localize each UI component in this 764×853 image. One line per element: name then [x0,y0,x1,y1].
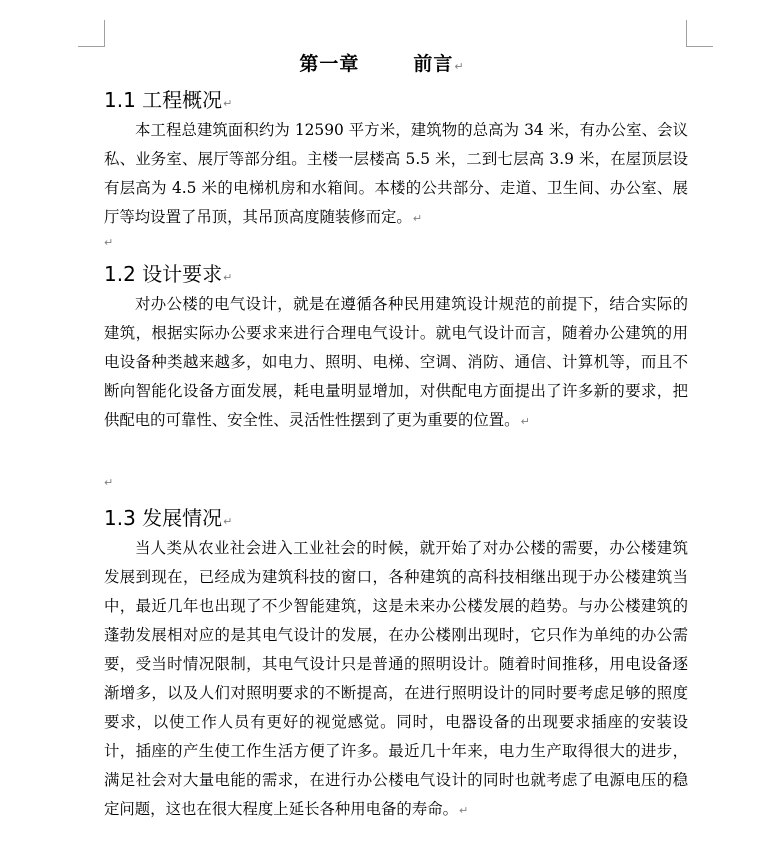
paragraph-text: 当人类从农业社会进入工业社会的时候，就开始了对办公楼的需要，办公楼建筑发展到现在，已经成为建筑科技的窗口，各种建筑的高科技相继出现于办公楼建筑当中，最近几年也出现了不少智能建筑，这是未来办公楼发展的趋势。与办公楼建筑的蓬勃发展相对应的是其电气设计的发展，在办公楼刚出现时，它只作为单纯的办公需要，受当时情况限制，其电气设计只是普通的照明设计。随着时间推移，用电设备逐渐增多，以及人们对照明要求的不断提高，在进行照明设计的同时要考虑足够的照度要求，以使工作人员有更好的视觉感觉。同时，电器设备的出现要求插座的安装设计，插座的产生使工作生活方便了许多。最近几十年来，电力生产取得很大的进步，满足社会对大量电能的需求，在进行办公楼电气设计的同时也就考虑了电源电压的稳定问题，这也在很大程度上延长各种用电备的寿命。 [104,539,688,818]
section-heading-text: 1.3 发展情况 [104,506,223,530]
paragraph-mark-icon: ↵ [223,97,233,110]
paragraph-mark-icon: ↵ [459,804,469,817]
section-heading-1-1 [104,87,232,117]
section-heading-1-3 [104,505,232,535]
section-paragraph-1-3 [104,534,688,825]
chapter-name: 前言 [413,53,454,75]
paragraph-mark-icon: ↵ [412,212,423,225]
section-heading-1-2 [104,261,232,291]
page-corner-mark-top-left [78,20,105,47]
section-paragraph-1-2 [104,290,688,436]
paragraph-mark-icon: ↵ [454,60,465,73]
paragraph-mark-icon: ↵ [223,515,233,528]
empty-paragraph-mark-icon: ↵ [104,476,114,489]
paragraph-text: 对办公楼的电气设计，就是在遵循各种民用建筑设计规范的前提下，结合实际的建筑，根据实际办公要求来进行合理电气设计。就电气设计而言，随着办公建筑的用电设备种类越来越多，如电力、照明、电梯、空调、消防、通信、计算机等，而且不断向智能化设备方面发展，耗电量明显增加，对供配电方面提出了许多新的要求，把供配电的可靠性、安全性、灵活性性摆到了更为重要的位置。 [104,295,688,429]
section-paragraph-1-1 [104,116,688,233]
section-heading-text: 1.2 设计要求 [104,262,223,286]
paragraph-mark-icon: ↵ [520,415,530,428]
chapter-title [0,49,764,76]
page-corner-mark-top-right [686,20,713,47]
empty-paragraph-mark-icon: ↵ [104,236,114,249]
paragraph-mark-icon: ↵ [223,271,233,284]
paragraph-text: 本工程总建筑面积约为 12590 平方米，建筑物的总高为 34 米，有办公室、会议私、业务室、展厅等部分组。主楼一层楼高 5.5 米，二到七层高 3.9 米，在屋顶层设有层高为 4.5 米的电梯机房和水箱间。本楼的公共部分、走道、卫生间、办公室、展厅等均设置了吊顶，其吊顶高度随装修而定。 [104,121,688,226]
chapter-number: 第一章 [299,53,360,75]
section-heading-text: 1.1 工程概况 [104,88,223,112]
